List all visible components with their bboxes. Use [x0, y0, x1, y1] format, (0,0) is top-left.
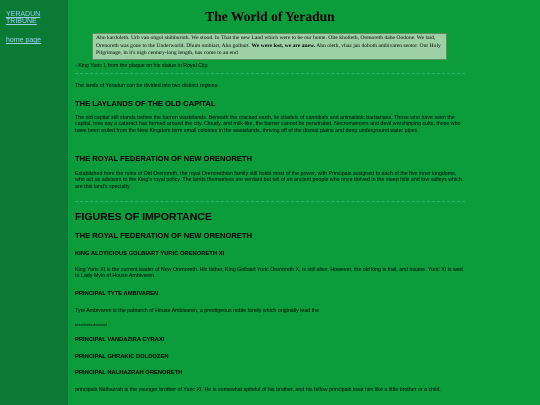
quote-text-part2: Ahn oleth, vhaz jan doboth ambivaren seotor. Our Holy Pilgrimage, in it's nigh century-long length, has come to an end: [96, 42, 441, 57]
divider: [75, 201, 465, 202]
federation-heading: THE ROYAL FEDERATION OF NEW ORENORETH: [75, 154, 253, 163]
figures-federation-heading: THE ROYAL FEDERATION OF NEW ORENORETH: [75, 231, 253, 240]
page-title: The World of Yeradun: [205, 9, 335, 24]
nalhazrah-text: principals Nalhazrah is the younger brother of Yuric XI. He is somewhat spiteful of his brother, and his fellow principals treat him like a little brother or a child.: [75, 387, 441, 393]
home-page-link[interactable]: home page: [6, 37, 42, 44]
tyte-name: PRINCIPAL TYTE AMBIVAREN: [75, 291, 159, 297]
placeholder-text: texsdxesxdxsesxd: [75, 322, 108, 327]
figures-heading: FIGURES OF IMPORTANCE: [75, 211, 212, 223]
king-name: KING ALOYICIOUS GOLBIART YURIC ORENORETH XI: [75, 251, 225, 257]
laylands-text: The old capital still stands before the barren wastelands. Beneath the cracked earth, lie citadels of cannibals and animalistic barbarians. Those who have seen the capital, now say a cataract has formed around the city. Cloudy, and milk-like, the barrier cannot be penetrated. Necromancers and devil worshipping cults, those who have been exiled from the New Kingdom form small colonies in the wastelands, thriving off of the dismal plains and deep underground water pipes.: [75, 115, 461, 134]
king-text: King Yuric XI is the current leader of New Orenoreth. His father, King Golbiart Yuric Orenoreth X, is still alive. However, the old king is frail, and insane. Yuric XI is wed to Lady Mylo of House Ambivaren.: [75, 267, 463, 280]
sidebar: [0, 0, 68, 405]
intro-text: The lands of Yeradun can be divided into two distinct regions:: [75, 83, 219, 89]
quote-attribution: - King Yuric I, from the plaque on his statue in Royal City.: [75, 63, 209, 69]
quote-text-bold: We were lost, we are anew.: [251, 42, 316, 49]
vandazira-name: PRINCIPAL VANDAZIRA CYRAXI: [75, 337, 165, 343]
divider: [75, 73, 465, 74]
quote-text-part1: Ahn kardoleth. Urb van ohgol shibburoth. We stood. In That the new Land which were to be our home. Olte kholleth, Orenoreth dahe Oodone. We laid, Orenoreth was gone to the Underworld. Dhum ombiart, Ahn golburt.: [96, 35, 436, 49]
nalhazrah-name: PRINCIPAL NALHAZRAH ORENORETH: [75, 370, 183, 376]
ghrakic-name: PRINCIPAL GHRAKIC DOLDOZEN: [75, 354, 169, 360]
yeradun-tribune-link[interactable]: YERADUN TRIBUNE: [6, 11, 41, 25]
federation-text: Established from the ruins of Old Orenoreth, the royal Orenorethian family still holds most of the power, with Principals assigned to each of the five inner kingdoms, who act as advisors to the King's royal policy. The lands themselves are verdant but tell of an ancient people who once thrived in the steep hills and low valleys which are this land's specialty.: [75, 171, 462, 190]
tyte-text: Tyte Ambivaren is the patriarch of House Ambivaren, a prestigeous noble family which originally lead the: [75, 308, 320, 314]
laylands-heading: THE LAYLANDS OF THE OLD CAPITAL: [75, 99, 216, 108]
main-content: [75, 0, 465, 405]
quote-box: [92, 33, 447, 60]
